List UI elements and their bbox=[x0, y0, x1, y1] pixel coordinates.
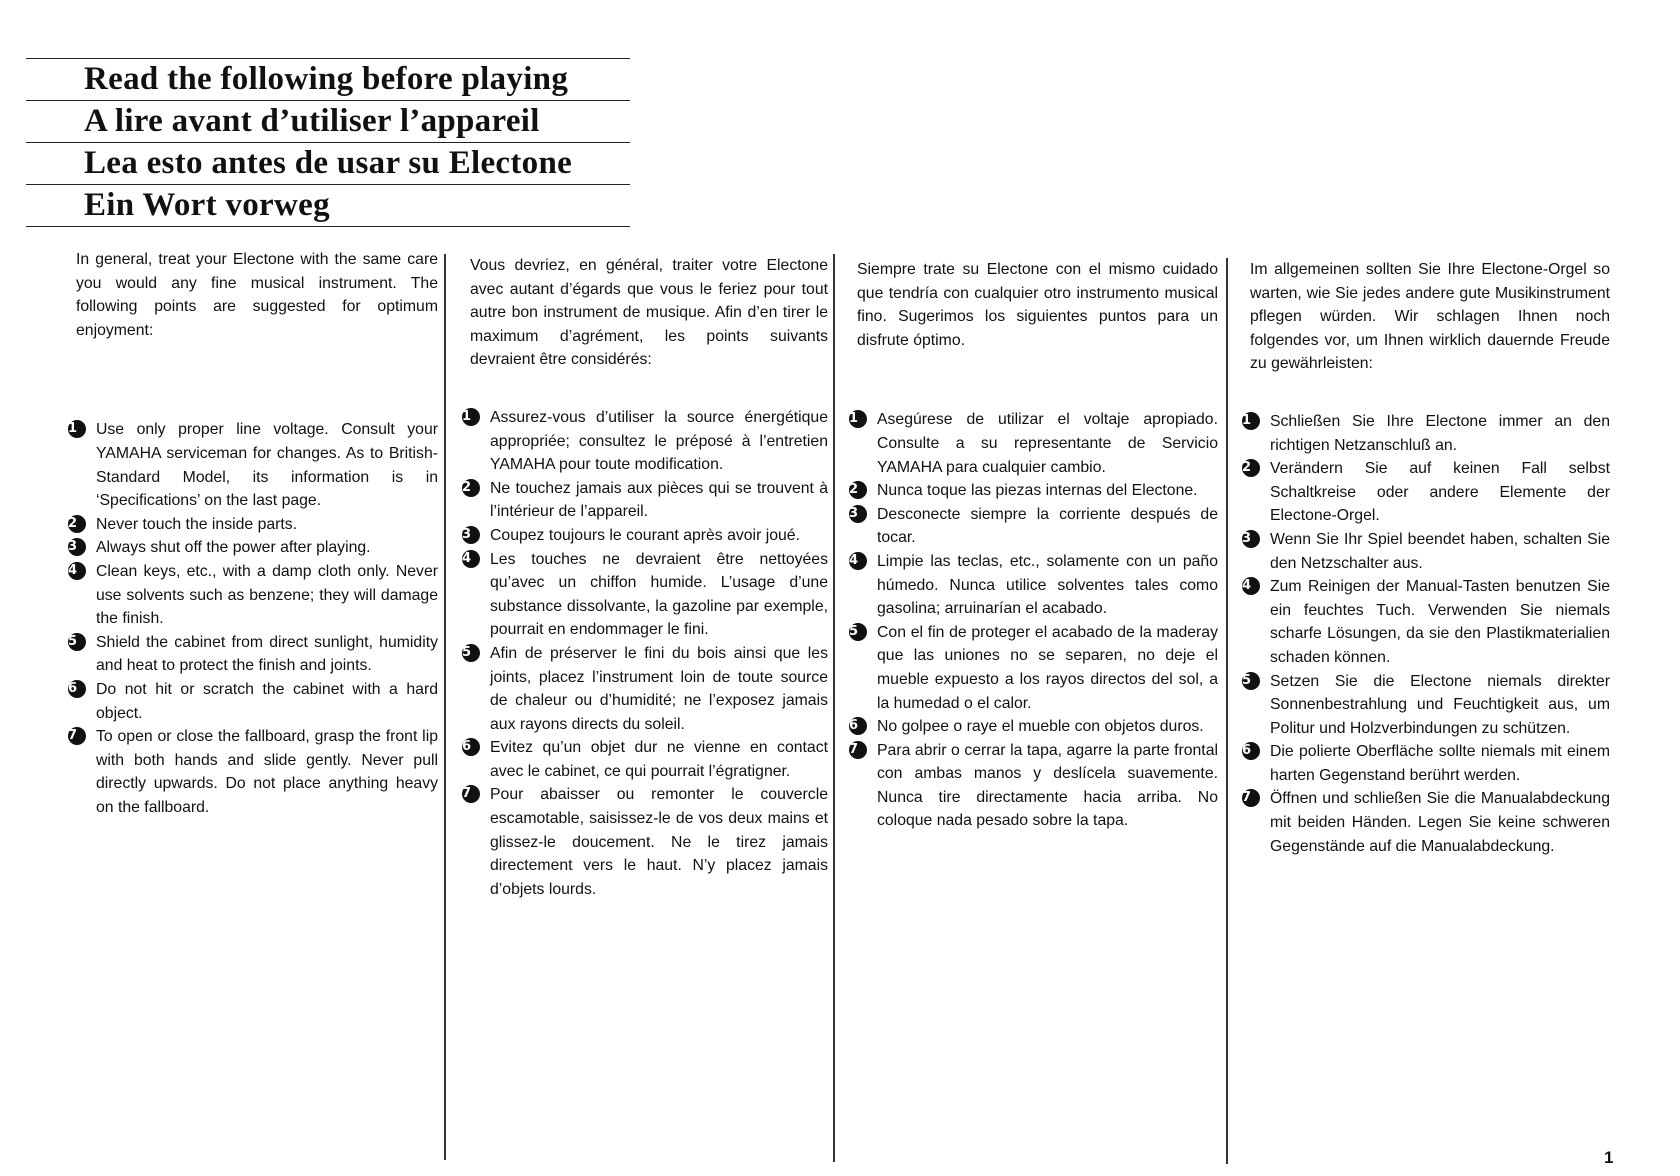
instruction-list bbox=[68, 418, 438, 819]
item-text: Setzen Sie die Electone niemals direkter Sonnenbestrahlung und Feuchtigkeit aus, um Politur und Holzverbindungen zu schützen. bbox=[1270, 672, 1610, 737]
instruction-list bbox=[462, 406, 828, 901]
column-english bbox=[68, 248, 438, 819]
item-text: Zum Reinigen der Manual-Tasten benutzen Sie ein feuchtes Tuch. Verwenden Sie niemals scharfe Lösungen, da sie den Plastikmaterialien schaden können. bbox=[1270, 578, 1610, 666]
item-text: To open or close the fallboard, grasp the front lip with both hands and slide gently. Never pull directly upwards. Do not place anything heavy on the fallboard. bbox=[96, 728, 438, 816]
list-item bbox=[68, 631, 438, 678]
circled-number-icon: 4 bbox=[1242, 577, 1260, 595]
list-item bbox=[849, 408, 1218, 479]
list-item bbox=[1242, 410, 1610, 457]
instruction-list bbox=[849, 408, 1218, 833]
circled-number-icon: 6 bbox=[1242, 742, 1260, 760]
circled-number-icon: 2 bbox=[68, 515, 86, 533]
page-number: 1 bbox=[1604, 1148, 1614, 1167]
item-text: Afin de préserver le fini du bois ainsi que les joints, placez l’instrument loin de toute source de chaleur ou d’humidité; ne l’exposez jamais aux rayons directs du soleil. bbox=[490, 644, 828, 733]
item-text: Para abrir o cerrar la tapa, agarre la parte frontal con ambas manos y deslícela suavemente. Nunca tire directamente hacia arriba. No coloque nada pesado sobre la tapa. bbox=[877, 741, 1218, 830]
list-item bbox=[1242, 575, 1610, 669]
item-text: Assurez-vous d’utiliser la source énergétique appropriée; consultez le préposé à l’entretien YAMAHA pour toute modification. bbox=[490, 408, 828, 474]
circled-number-icon: 2 bbox=[849, 481, 867, 499]
list-item bbox=[462, 524, 828, 548]
item-text: Evitez qu’un objet dur ne vienne en contact avec le cabinet, ce qui pourrait l’égratigner. bbox=[490, 739, 828, 780]
circled-number-icon: 4 bbox=[68, 562, 86, 580]
list-item bbox=[462, 406, 828, 477]
item-text: Schließen Sie Ihre Electone immer an den richtigen Netzanschluß an. bbox=[1270, 412, 1610, 454]
item-text: No golpee o raye el mueble con objetos duros. bbox=[877, 718, 1204, 736]
intro-paragraph: Siempre trate su Electone con el mismo cuidado que tendría con cualquier otro instrumento musical fino. Sugerimos los siguientes puntos para un disfrute óptimo. bbox=[857, 261, 1218, 349]
heading-english: Read the following before playing bbox=[26, 58, 630, 100]
circled-number-icon: 3 bbox=[849, 505, 867, 523]
column-german bbox=[1242, 258, 1610, 858]
list-item bbox=[1242, 787, 1610, 858]
list-item bbox=[1242, 740, 1610, 787]
list-item bbox=[1242, 457, 1610, 528]
circled-number-icon: 1 bbox=[68, 420, 86, 438]
circled-number-icon: 5 bbox=[462, 644, 480, 662]
item-text: Use only proper line voltage. Consult your YAMAHA serviceman for changes. As to British-Standard Model, its information is in ‘Specifications’ on the last page. bbox=[96, 421, 438, 510]
item-text: Wenn Sie Ihr Spiel beendet haben, schalten Sie den Netzschalter aus. bbox=[1270, 530, 1610, 572]
heading-french: A lire avant d’utiliser l’appareil bbox=[26, 100, 630, 142]
item-text: Con el fin de proteger el acabado de la maderay que las uniones no se separen, no deje el mueble expuesto a los rayos directos del sol, a la humedad o el calor. bbox=[877, 623, 1218, 712]
circled-number-icon: 1 bbox=[849, 410, 867, 428]
circled-number-icon: 2 bbox=[462, 479, 480, 497]
circled-number-icon: 3 bbox=[68, 538, 86, 556]
list-item bbox=[68, 560, 438, 631]
list-item bbox=[462, 642, 828, 736]
item-text: Limpie las teclas, etc., solamente con un paño húmedo. Nunca utilice solventes tales como gasolina; arruinarían el acabado. bbox=[877, 552, 1218, 618]
circled-number-icon: 6 bbox=[68, 680, 86, 698]
circled-number-icon: 5 bbox=[1242, 672, 1260, 690]
item-text: Öffnen und schließen Sie die Manualabdeckung mit beiden Händen. Legen Sie keine schweren Gegenstände auf die Manualabdeckung. bbox=[1270, 790, 1610, 855]
list-item bbox=[462, 477, 828, 524]
list-item bbox=[68, 678, 438, 725]
list-item bbox=[462, 783, 828, 901]
instruction-list bbox=[1242, 410, 1610, 858]
heading-german: Ein Wort vorweg bbox=[26, 184, 630, 227]
item-text: Asegúrese de utilizar el voltaje apropiado. Consulte a su representante de Servicio YAMAHA para cualquier cambio. bbox=[877, 411, 1218, 476]
item-text: Die polierte Oberfläche sollte niemals mit einem harten Gegenstand berührt werden. bbox=[1270, 743, 1610, 784]
intro-paragraph: Vous devriez, en général, traiter votre Electone avec autant d’égards que vous le feriez pour tout autre bon instrument de musique. Afin d’en tirer le maximum d’agrément, les points suivants devraient être considérés: bbox=[470, 257, 828, 369]
heading-block bbox=[26, 58, 630, 227]
circled-number-icon: 2 bbox=[1242, 459, 1260, 477]
column-divider bbox=[1226, 258, 1228, 1164]
list-item bbox=[68, 725, 438, 819]
column-divider bbox=[444, 254, 446, 1160]
circled-number-icon: 6 bbox=[849, 717, 867, 735]
list-item bbox=[68, 418, 438, 512]
circled-number-icon: 1 bbox=[1242, 412, 1260, 430]
item-text: Do not hit or scratch the cabinet with a hard object. bbox=[96, 680, 438, 722]
item-text: Coupez toujours le courant après avoir joué. bbox=[490, 526, 800, 544]
item-text: Always shut off the power after playing. bbox=[96, 539, 371, 557]
intro-paragraph: Im allgemeinen sollten Sie Ihre Electone-Orgel so warten, wie Sie jedes andere gute Musikinstrument pflegen würden. Wir schlagen Ihnen noch folgendes vor, um Ihnen wirklich dauernde Freude zu gewährleisten: bbox=[1250, 261, 1610, 373]
list-item bbox=[849, 621, 1218, 715]
circled-number-icon: 1 bbox=[462, 408, 480, 426]
column-spanish bbox=[849, 258, 1218, 833]
item-text: Pour abaisser ou remonter le couvercle escamotable, saisissez-le de vos deux mains et glissez-le doucement. Ne le tirez jamais directement vers le haut. N’y placez jamais d’objets lourds. bbox=[490, 786, 828, 898]
item-text: Les touches ne devraient être nettoyées qu’avec un chiffon humide. L’usage d’une substance dissolvante, la gazoline par exemple, pourrait en endommager le fini. bbox=[490, 550, 828, 639]
circled-number-icon: 6 bbox=[462, 738, 480, 756]
circled-number-icon: 5 bbox=[68, 633, 86, 651]
list-item bbox=[1242, 528, 1610, 575]
list-item bbox=[68, 513, 438, 537]
list-item bbox=[462, 548, 828, 642]
item-text: Clean keys, etc., with a damp cloth only. Never use solvents such as benzene; they will damage the finish. bbox=[96, 562, 438, 628]
circled-number-icon: 7 bbox=[462, 785, 480, 803]
list-item bbox=[1242, 670, 1610, 741]
circled-number-icon: 3 bbox=[462, 526, 480, 544]
list-item bbox=[849, 715, 1218, 739]
list-item bbox=[849, 503, 1218, 550]
item-text: Nunca toque las piezas internas del Electone. bbox=[877, 482, 1198, 500]
circled-number-icon: 7 bbox=[849, 741, 867, 759]
item-text: Desconecte siempre la corriente después de tocar. bbox=[877, 505, 1218, 547]
item-text: Ne touchez jamais aux pièces qui se trouvent à l’intérieur de l’appareil. bbox=[490, 479, 828, 521]
list-item bbox=[849, 550, 1218, 621]
list-item bbox=[849, 479, 1218, 503]
column-french bbox=[462, 254, 828, 901]
circled-number-icon: 4 bbox=[462, 550, 480, 568]
item-text: Verändern Sie auf keinen Fall selbst Schaltkreise oder andere Elemente der Electone-Orgel. bbox=[1270, 460, 1610, 525]
item-text: Never touch the inside parts. bbox=[96, 515, 298, 533]
column-divider bbox=[833, 254, 835, 1162]
list-item bbox=[462, 736, 828, 783]
heading-spanish: Lea esto antes de usar su Electone bbox=[26, 142, 630, 184]
list-item bbox=[68, 536, 438, 560]
intro-paragraph: In general, treat your Electone with the same care you would any fine musical instrument. The following points are suggested for optimum enjoyment: bbox=[76, 251, 438, 339]
circled-number-icon: 4 bbox=[849, 552, 867, 570]
circled-number-icon: 5 bbox=[849, 623, 867, 641]
circled-number-icon: 3 bbox=[1242, 530, 1260, 548]
list-item bbox=[849, 739, 1218, 833]
circled-number-icon: 7 bbox=[1242, 789, 1260, 807]
item-text: Shield the cabinet from direct sunlight, humidity and heat to protect the finish and joints. bbox=[96, 633, 438, 675]
circled-number-icon: 7 bbox=[68, 727, 86, 745]
